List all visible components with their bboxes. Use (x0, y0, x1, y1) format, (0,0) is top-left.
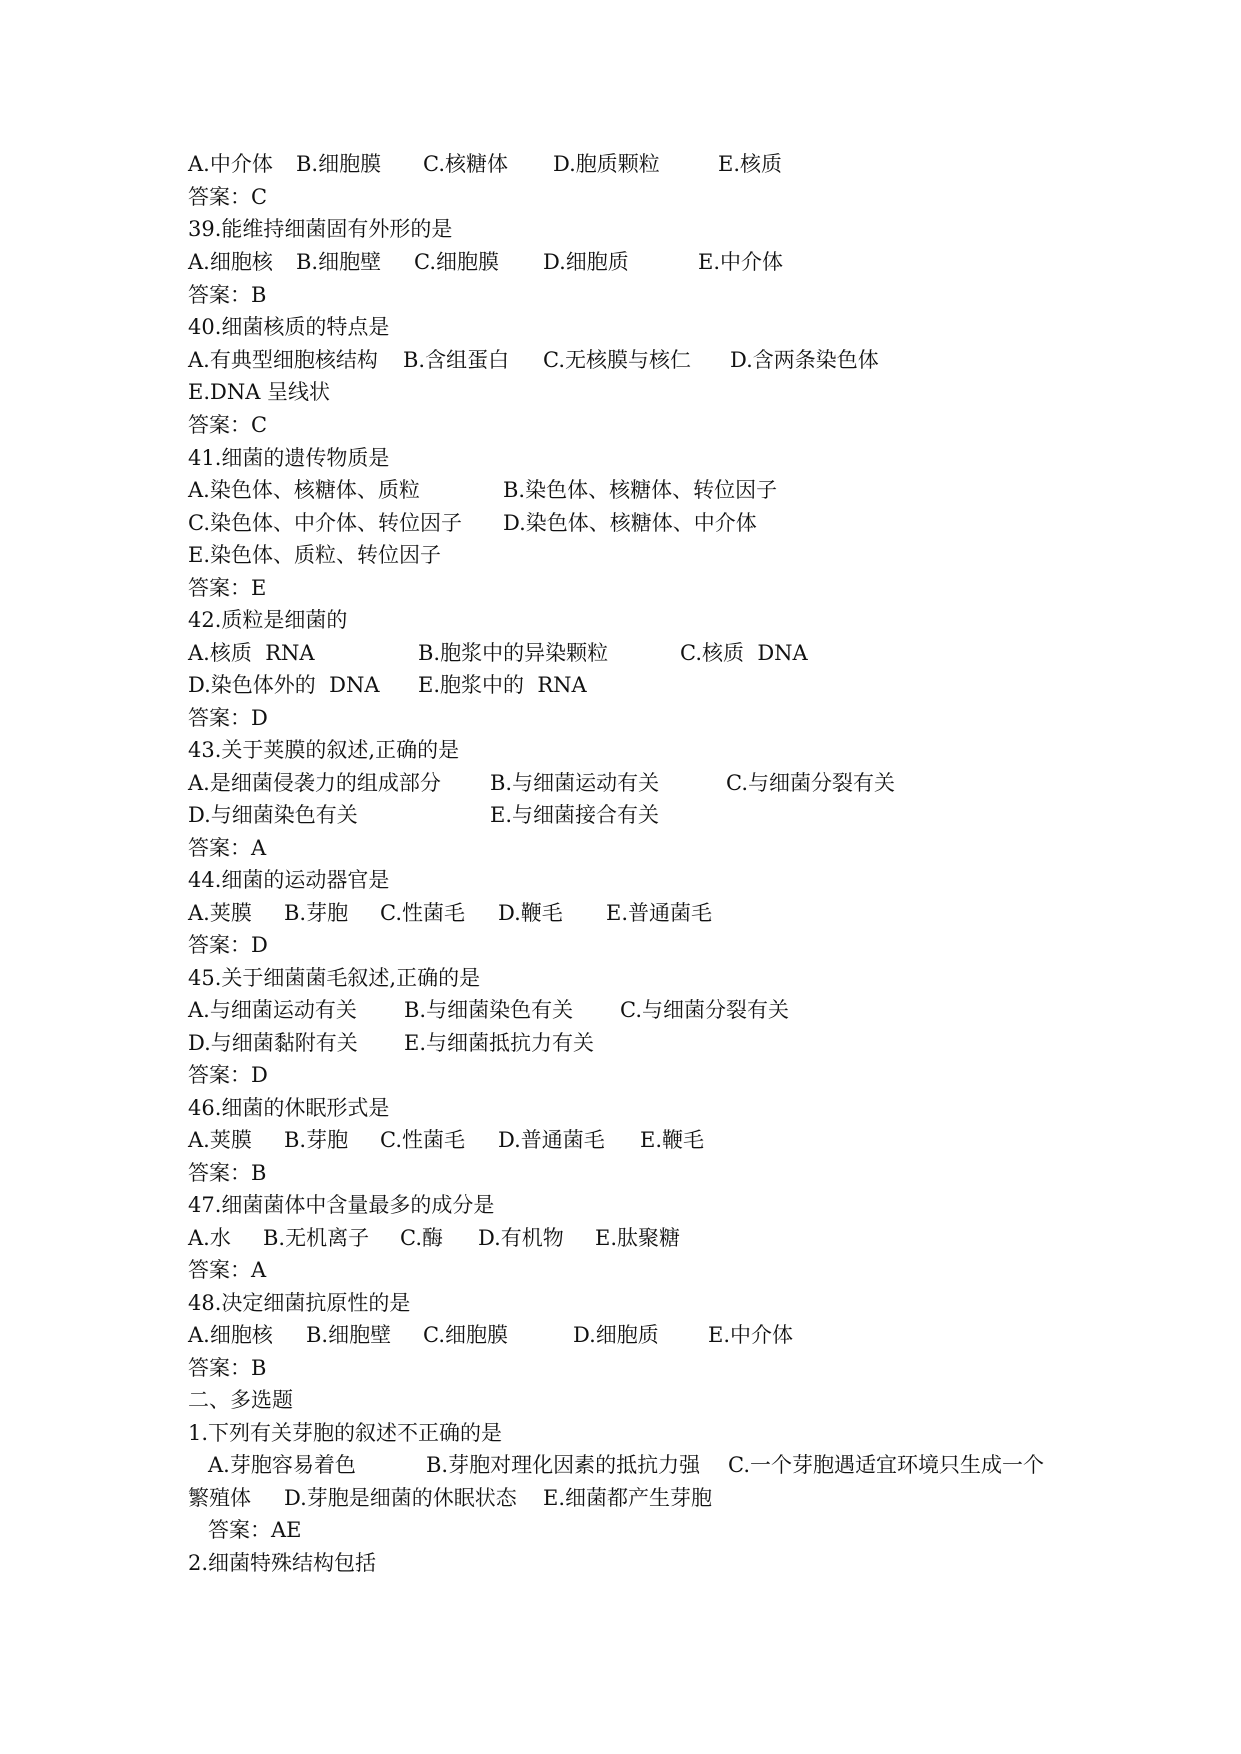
mc-question-1 (188, 1421, 503, 1445)
option-c: C.性菌毛 (380, 901, 465, 925)
question-43 (188, 738, 460, 762)
option-a: A.中介体 (188, 152, 273, 176)
question-38-options (188, 152, 783, 176)
option-e: E.普通菌毛 (606, 901, 713, 925)
option-a: A.细胞核 (188, 250, 273, 274)
question-text: 43.关于荚膜的叙述,正确的是 (188, 738, 460, 762)
question-41-options-cont (188, 511, 757, 535)
option-b: B.芽胞 (284, 1128, 349, 1152)
answer-45 (188, 1063, 268, 1087)
option-a: A.荚膜 (188, 901, 252, 925)
option-c: C.核糖体 (423, 152, 508, 176)
option-e: E.与细菌接合有关 (490, 803, 660, 827)
answer-39 (188, 283, 267, 307)
answer-41 (188, 576, 267, 600)
option-e: E.染色体、质粒、转位因子 (188, 543, 442, 567)
option-a: A.与细菌运动有关 (188, 998, 357, 1022)
option-c: C.无核膜与核仁 (543, 348, 691, 372)
option-d: D.含两条染色体 (730, 348, 879, 372)
section-heading-multiple-choice (188, 1388, 293, 1412)
option-a: A.细胞核 (188, 1323, 273, 1347)
option-e: E.中介体 (708, 1323, 794, 1347)
option-d: D.有机物 (478, 1226, 564, 1250)
answer-text: 答案：B (188, 283, 267, 307)
option-b: B.芽胞对理化因素的抵抗力强 (426, 1453, 701, 1477)
answer-40 (188, 413, 268, 437)
question-41-options (188, 478, 778, 502)
answer-44 (188, 933, 268, 957)
option-d: D.细胞质 (543, 250, 629, 274)
question-44-options (188, 901, 713, 925)
answer-text: 答案：E (188, 576, 267, 600)
option-b: B.细胞壁 (306, 1323, 392, 1347)
option-c: C.染色体、中介体、转位因子 (188, 511, 462, 535)
option-b: B.胞浆中的异染颗粒 (418, 641, 609, 665)
answer-43 (188, 836, 267, 860)
answer-text: 答案：C (188, 185, 268, 209)
question-42-options (188, 641, 808, 665)
question-41 (188, 446, 390, 470)
question-40 (188, 315, 390, 339)
option-c: C.核质 DNA (680, 641, 808, 665)
answer-38 (188, 185, 268, 209)
question-text: 1.下列有关芽胞的叙述不正确的是 (188, 1421, 503, 1445)
answer-text: 答案：C (188, 413, 268, 437)
answer-text: 答案：B (188, 1356, 267, 1380)
option-a: A.芽胞容易着色 (208, 1453, 356, 1477)
question-45-options-cont (188, 1031, 595, 1055)
option-e: E.胞浆中的 RNA (418, 673, 587, 697)
mc-answer-1 (188, 1518, 302, 1542)
option-b: B.芽胞 (284, 901, 349, 925)
option-e: E.DNA 呈线状 (188, 380, 331, 404)
section-title: 二、多选题 (188, 1388, 293, 1412)
option-c: C.细胞膜 (423, 1323, 508, 1347)
option-b: B.与细菌染色有关 (404, 998, 574, 1022)
question-text: 47.细菌菌体中含量最多的成分是 (188, 1193, 495, 1217)
option-c: C.一个芽胞遇适宜环境只生成一个 (728, 1453, 1044, 1477)
question-text: 48.决定细菌抗原性的是 (188, 1291, 411, 1315)
option-a: A.有典型细胞核结构 (188, 348, 378, 372)
question-41-options-cont2 (188, 543, 442, 567)
option-d: D.细胞质 (573, 1323, 659, 1347)
option-e: E.肽聚糖 (595, 1226, 681, 1250)
question-text: 39.能维持细菌固有外形的是 (188, 217, 453, 241)
answer-42 (188, 706, 268, 730)
answer-text: 答案：D (188, 1063, 268, 1087)
answer-46 (188, 1161, 267, 1185)
question-47-options (188, 1226, 681, 1250)
option-e: E.核质 (718, 152, 783, 176)
option-a: A.水 (188, 1226, 231, 1250)
question-46 (188, 1096, 390, 1120)
question-40-options (188, 348, 879, 372)
option-a: A.染色体、核糖体、质粒 (188, 478, 420, 502)
question-text: 45.关于细菌菌毛叙述,正确的是 (188, 966, 481, 990)
question-40-options-cont (188, 380, 331, 404)
answer-48 (188, 1356, 267, 1380)
option-c: C.与细菌分裂有关 (726, 771, 895, 795)
question-43-options (188, 771, 895, 795)
option-a: A.荚膜 (188, 1128, 252, 1152)
option-e: E.细菌都产生芽胞 (543, 1486, 713, 1510)
option-d: D.与细菌染色有关 (188, 803, 358, 827)
option-c-cont: 繁殖体 (188, 1486, 251, 1510)
question-text: 2.细菌特殊结构包括 (188, 1551, 377, 1575)
option-b: B.无机离子 (263, 1226, 370, 1250)
question-39-options (188, 250, 784, 274)
option-a: A.是细菌侵袭力的组成部分 (188, 771, 441, 795)
option-d: D.鞭毛 (498, 901, 563, 925)
question-text: 40.细菌核质的特点是 (188, 315, 390, 339)
mc-question-2 (188, 1551, 377, 1575)
question-43-options-cont (188, 803, 660, 827)
option-d: D.芽胞是细菌的休眠状态 (284, 1486, 517, 1510)
question-45-options (188, 998, 789, 1022)
option-b: B.细胞壁 (296, 250, 382, 274)
option-b: B.细胞膜 (296, 152, 382, 176)
question-45 (188, 966, 481, 990)
question-42 (188, 608, 348, 632)
question-47 (188, 1193, 495, 1217)
question-42-options-cont (188, 673, 587, 697)
answer-text: 答案：AE (208, 1518, 302, 1542)
option-b: B.含组蛋白 (403, 348, 510, 372)
option-c: C.酶 (400, 1226, 443, 1250)
answer-47 (188, 1258, 267, 1282)
question-text: 44.细菌的运动器官是 (188, 868, 390, 892)
question-text: 42.质粒是细菌的 (188, 608, 348, 632)
answer-text: 答案：A (188, 1258, 267, 1282)
answer-text: 答案：B (188, 1161, 267, 1185)
option-d: D.普通菌毛 (498, 1128, 605, 1152)
option-e: E.中介体 (698, 250, 784, 274)
option-d: D.染色体、核糖体、中介体 (503, 511, 757, 535)
answer-text: 答案：D (188, 933, 268, 957)
question-text: 46.细菌的休眠形式是 (188, 1096, 390, 1120)
option-c: C.性菌毛 (380, 1128, 465, 1152)
option-d: D.胞质颗粒 (553, 152, 660, 176)
question-39 (188, 217, 453, 241)
question-48 (188, 1291, 411, 1315)
question-48-options (188, 1323, 794, 1347)
option-c: C.细胞膜 (414, 250, 499, 274)
mc-question-1-options-cont (188, 1486, 713, 1510)
question-46-options (188, 1128, 705, 1152)
option-d: D.与细菌黏附有关 (188, 1031, 358, 1055)
answer-text: 答案：D (188, 706, 268, 730)
option-d: D.染色体外的 DNA (188, 673, 380, 697)
option-b: B.与细菌运动有关 (490, 771, 660, 795)
answer-text: 答案：A (188, 836, 267, 860)
option-b: B.染色体、核糖体、转位因子 (503, 478, 778, 502)
option-e: E.鞭毛 (640, 1128, 705, 1152)
option-a: A.核质 RNA (188, 641, 315, 665)
mc-question-1-options (188, 1453, 1044, 1477)
option-c: C.与细菌分裂有关 (620, 998, 789, 1022)
question-text: 41.细菌的遗传物质是 (188, 446, 390, 470)
question-44 (188, 868, 390, 892)
option-e: E.与细菌抵抗力有关 (404, 1031, 595, 1055)
